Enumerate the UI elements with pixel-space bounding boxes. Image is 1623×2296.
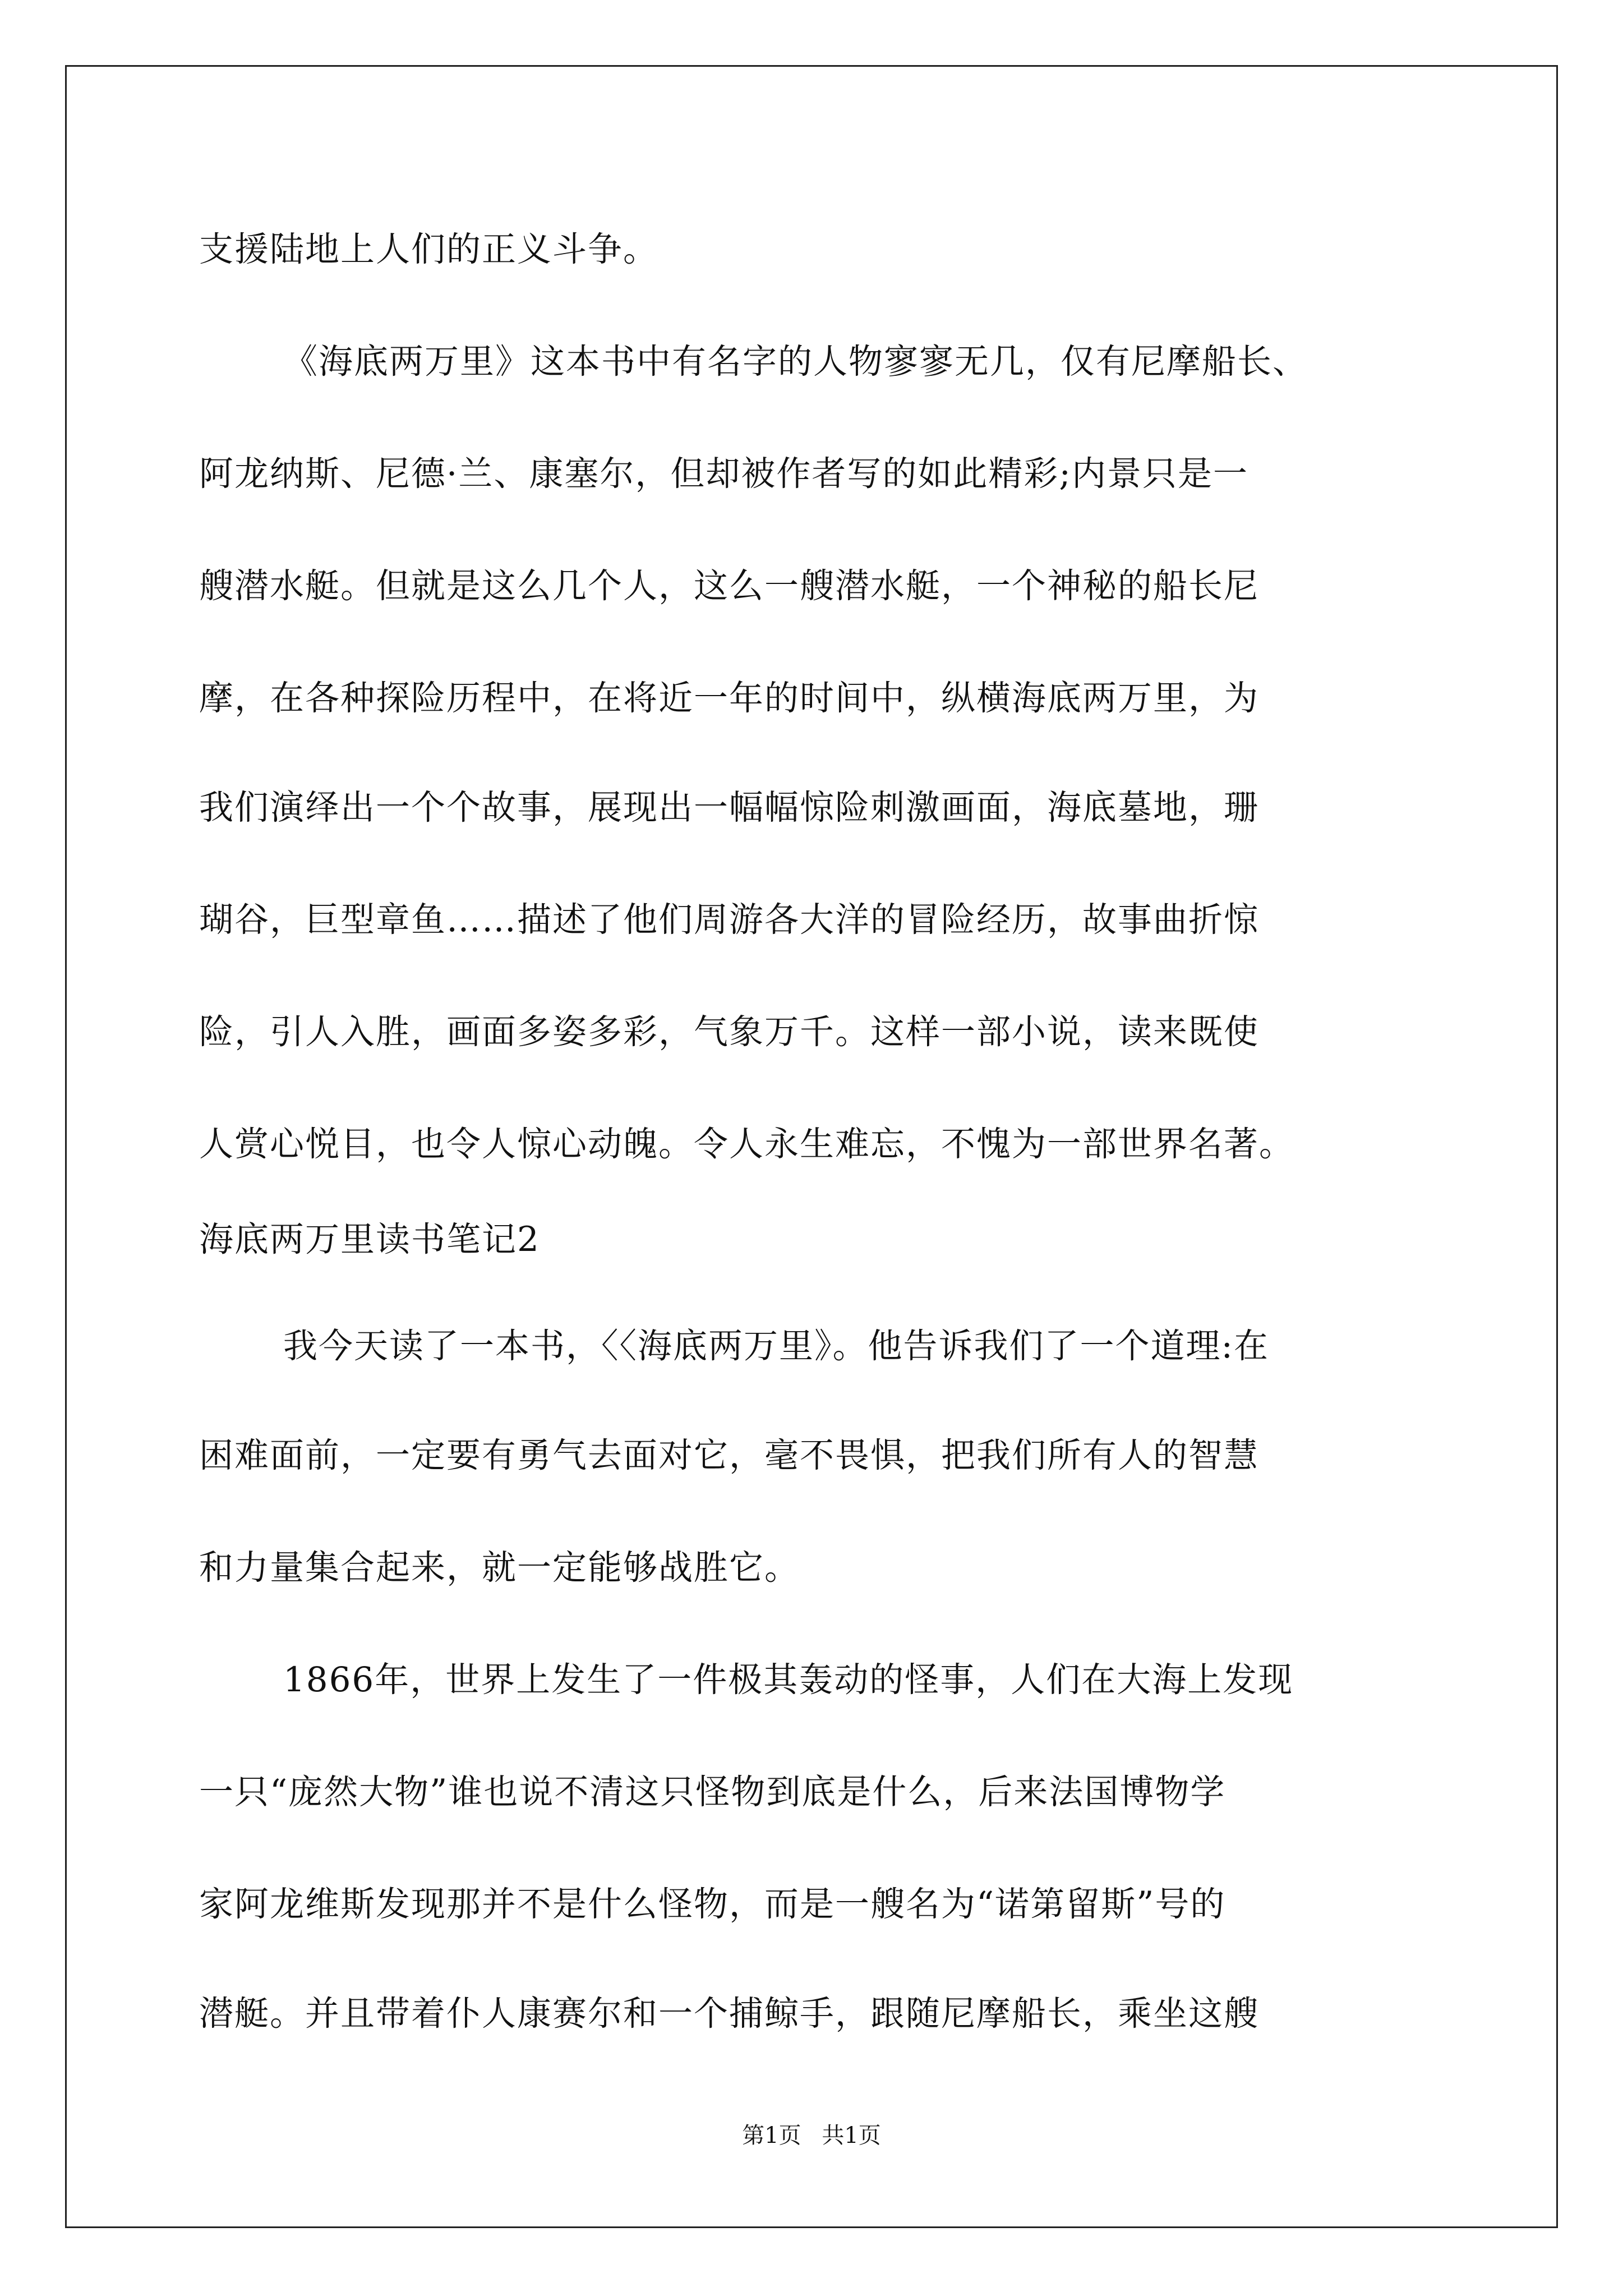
page-total: 共1页 [822, 2123, 881, 2148]
text-line: 险，引人入胜，画面多姿多彩，气象万千。这样一部小说，读来既使 [199, 1012, 1260, 1052]
text-line: 和力量集合起来，就一定能够战胜它。 [199, 1548, 800, 1588]
section-heading: 海底两万里读书笔记2 [199, 1220, 540, 1259]
text-line: 困难面前，一定要有勇气去面对它，毫不畏惧，把我们所有人的智慧 [199, 1435, 1260, 1475]
page-footer [0, 2122, 1623, 2150]
text-line: 潜艇。并且带着仆人康赛尔和一个捕鲸手，跟随尼摩船长，乘坐这艘 [199, 1994, 1260, 2033]
paragraph-first-line: 《海底两万里》这本书中有名字的人物寥寥无几，仅有尼摩船长、 [283, 342, 1308, 381]
text-line: 一只“庞然大物”谁也说不清这只怪物到底是什么，后来法国博物学 [199, 1772, 1226, 1812]
paragraph-first-line: 1866年，世界上发生了一件极其轰动的怪事，人们在大海上发现 [283, 1660, 1294, 1700]
text-line: 支援陆地上人们的正义斗争。 [199, 229, 659, 269]
page-number: 第1页 [742, 2123, 801, 2148]
text-line: 艘潜水艇。但就是这么几个人，这么一艘潜水艇，一个神秘的船长尼 [199, 566, 1260, 606]
text-line: 我们演绎出一个个故事，展现出一幅幅惊险刺激画面，海底墓地，珊 [199, 788, 1260, 827]
paragraph-first-line: 我今天读了一本书，〈〈海底两万里》。他告诉我们了一个道理:在 [283, 1326, 1270, 1366]
text-line: 摩，在各种探险历程中，在将近一年的时间中，纵横海底两万里，为 [199, 678, 1260, 718]
text-line: 家阿龙维斯发现那并不是什么怪物，而是一艘名为“诺第留斯”号的 [199, 1884, 1226, 1924]
text-line: 瑚谷，巨型章鱼……描述了他们周游各大洋的冒险经历，故事曲折惊 [199, 900, 1260, 940]
text-line: 阿龙纳斯、尼德·兰、康塞尔，但却被作者写的如此精彩;内景只是一 [199, 454, 1248, 494]
text-line: 人赏心悦目，也令人惊心动魄。令人永生难忘，不愧为一部世界名著。 [199, 1124, 1295, 1164]
